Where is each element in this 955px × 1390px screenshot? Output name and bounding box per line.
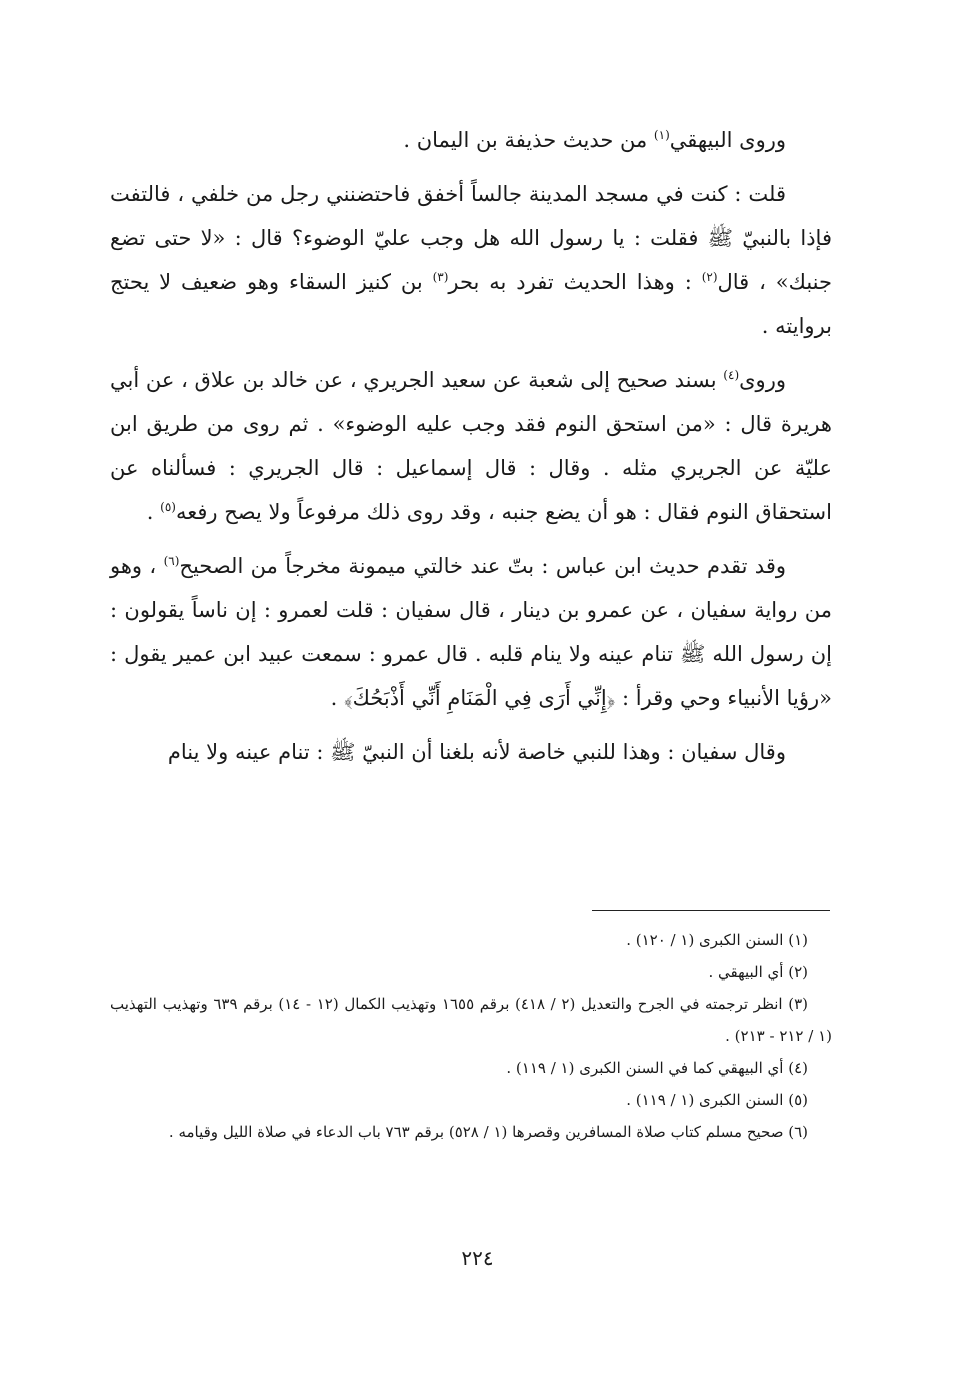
paragraph-1: وروى البيهقي$^{(١)}$ من حديث حذيفة بن اليمان . (403, 128, 786, 152)
footnotes (110, 924, 832, 1148)
footnote-ref-2[interactable]: (٢) (701, 270, 718, 284)
footnote-divider (592, 910, 830, 911)
page-number: ٢٢٤ (461, 1246, 494, 1270)
main-text (110, 118, 832, 784)
paragraph-4: وقد تقدم حديث ابن عباس : بتّ عند خالتي ميمونة مخرجاً من الصحيح$^{(٦)}$ ، وهو من رواية سفيان ، عن عمرو بن دينار ، قال سفيان : قلت لعمرو : إن ناساً يقولون : إن رسول الله ﷺ تنام عينه ولا ينام قلبه . قال عمرو : سمعت عبيد ابن عمير يقول : «رؤيا الأنبياء وحي وقرأ : ﴿إِنِّي أَرَى فِي الْمَنَامِ أَنِّي أَذْبَحُكَ﴾ . (110, 554, 832, 710)
footnote-5: (٥) السنن الكبرى (١ / ١١٩) . (626, 1091, 808, 1109)
footnote-3: (٣) انظر ترجمته في الجرح والتعديل (٢ / ٤١٨) برقم ١٦٥٥ وتهذيب الكمال (١٢ - ١٤) برقم ٦٣٩ وتهذيب التهذيب (١ / ٢١٢ - ٢١٣) . (110, 995, 832, 1045)
footnote-ref-3[interactable]: (٣) (432, 270, 449, 284)
paragraph-5: وقال سفيان : وهذا للنبي خاصة لأنه بلغنا أن النبيّ ﷺ : تنام عينه ولا ينام (167, 740, 786, 764)
footnote-1: (١) السنن الكبرى (١ / ١٢٠) . (626, 931, 808, 949)
footnote-4: (٤) أي البيهقي كما في السنن الكبرى (١ / ١١٩) . (506, 1059, 808, 1077)
footnote-ref-5[interactable]: (٥) (160, 500, 176, 514)
paragraph-2: قلت : كنت في مسجد المدينة جالساً أخفق فاحتضنني رجل من خلفي ، فالتفت فإذا بالنبيّ ﷺ فقلت : يا رسول الله هل وجب عليّ الوضوء؟ قال : «لا حتى تضع جنبك» ، قال$^{(٢)}$ : وهذا الحديث تفرد به بحر$^{(٣)}$ بن كنيز السقاء وهو ضعيف لا يحتج بروايته . (110, 182, 832, 338)
paragraph-3: وروى$^{(٤)}$ بسند صحيح إلى شعبة عن سعيد الجريري ، عن خالد بن علاق ، عن أبي هريرة قال : «من استحق النوم فقد وجب عليه الوضوء» . ثم روى من طريق ابن عليّة عن الجريري مثله . وقال : قال إسماعيل : قال الجريري : فسألناه عن استحقاق النوم فقال : هو أن يضع جنبه ، وقد روى ذلك مرفوعاً ولا يصح رفعه$^{(٥)}$ . (110, 368, 832, 524)
footnote-ref-1[interactable]: (١) (653, 128, 670, 142)
footnote-2: (٢) أي البيهقي . (708, 963, 808, 981)
footnote-ref-4[interactable]: (٤) (723, 368, 740, 382)
footnote-6: (٦) صحيح مسلم كتاب صلاة المسافرين وقصرها (١ / ٥٢٨) برقم ٧٦٣ باب الدعاء في صلاة الليل وقيامه . (168, 1123, 808, 1141)
footnote-ref-6[interactable]: (٦) (163, 554, 180, 568)
